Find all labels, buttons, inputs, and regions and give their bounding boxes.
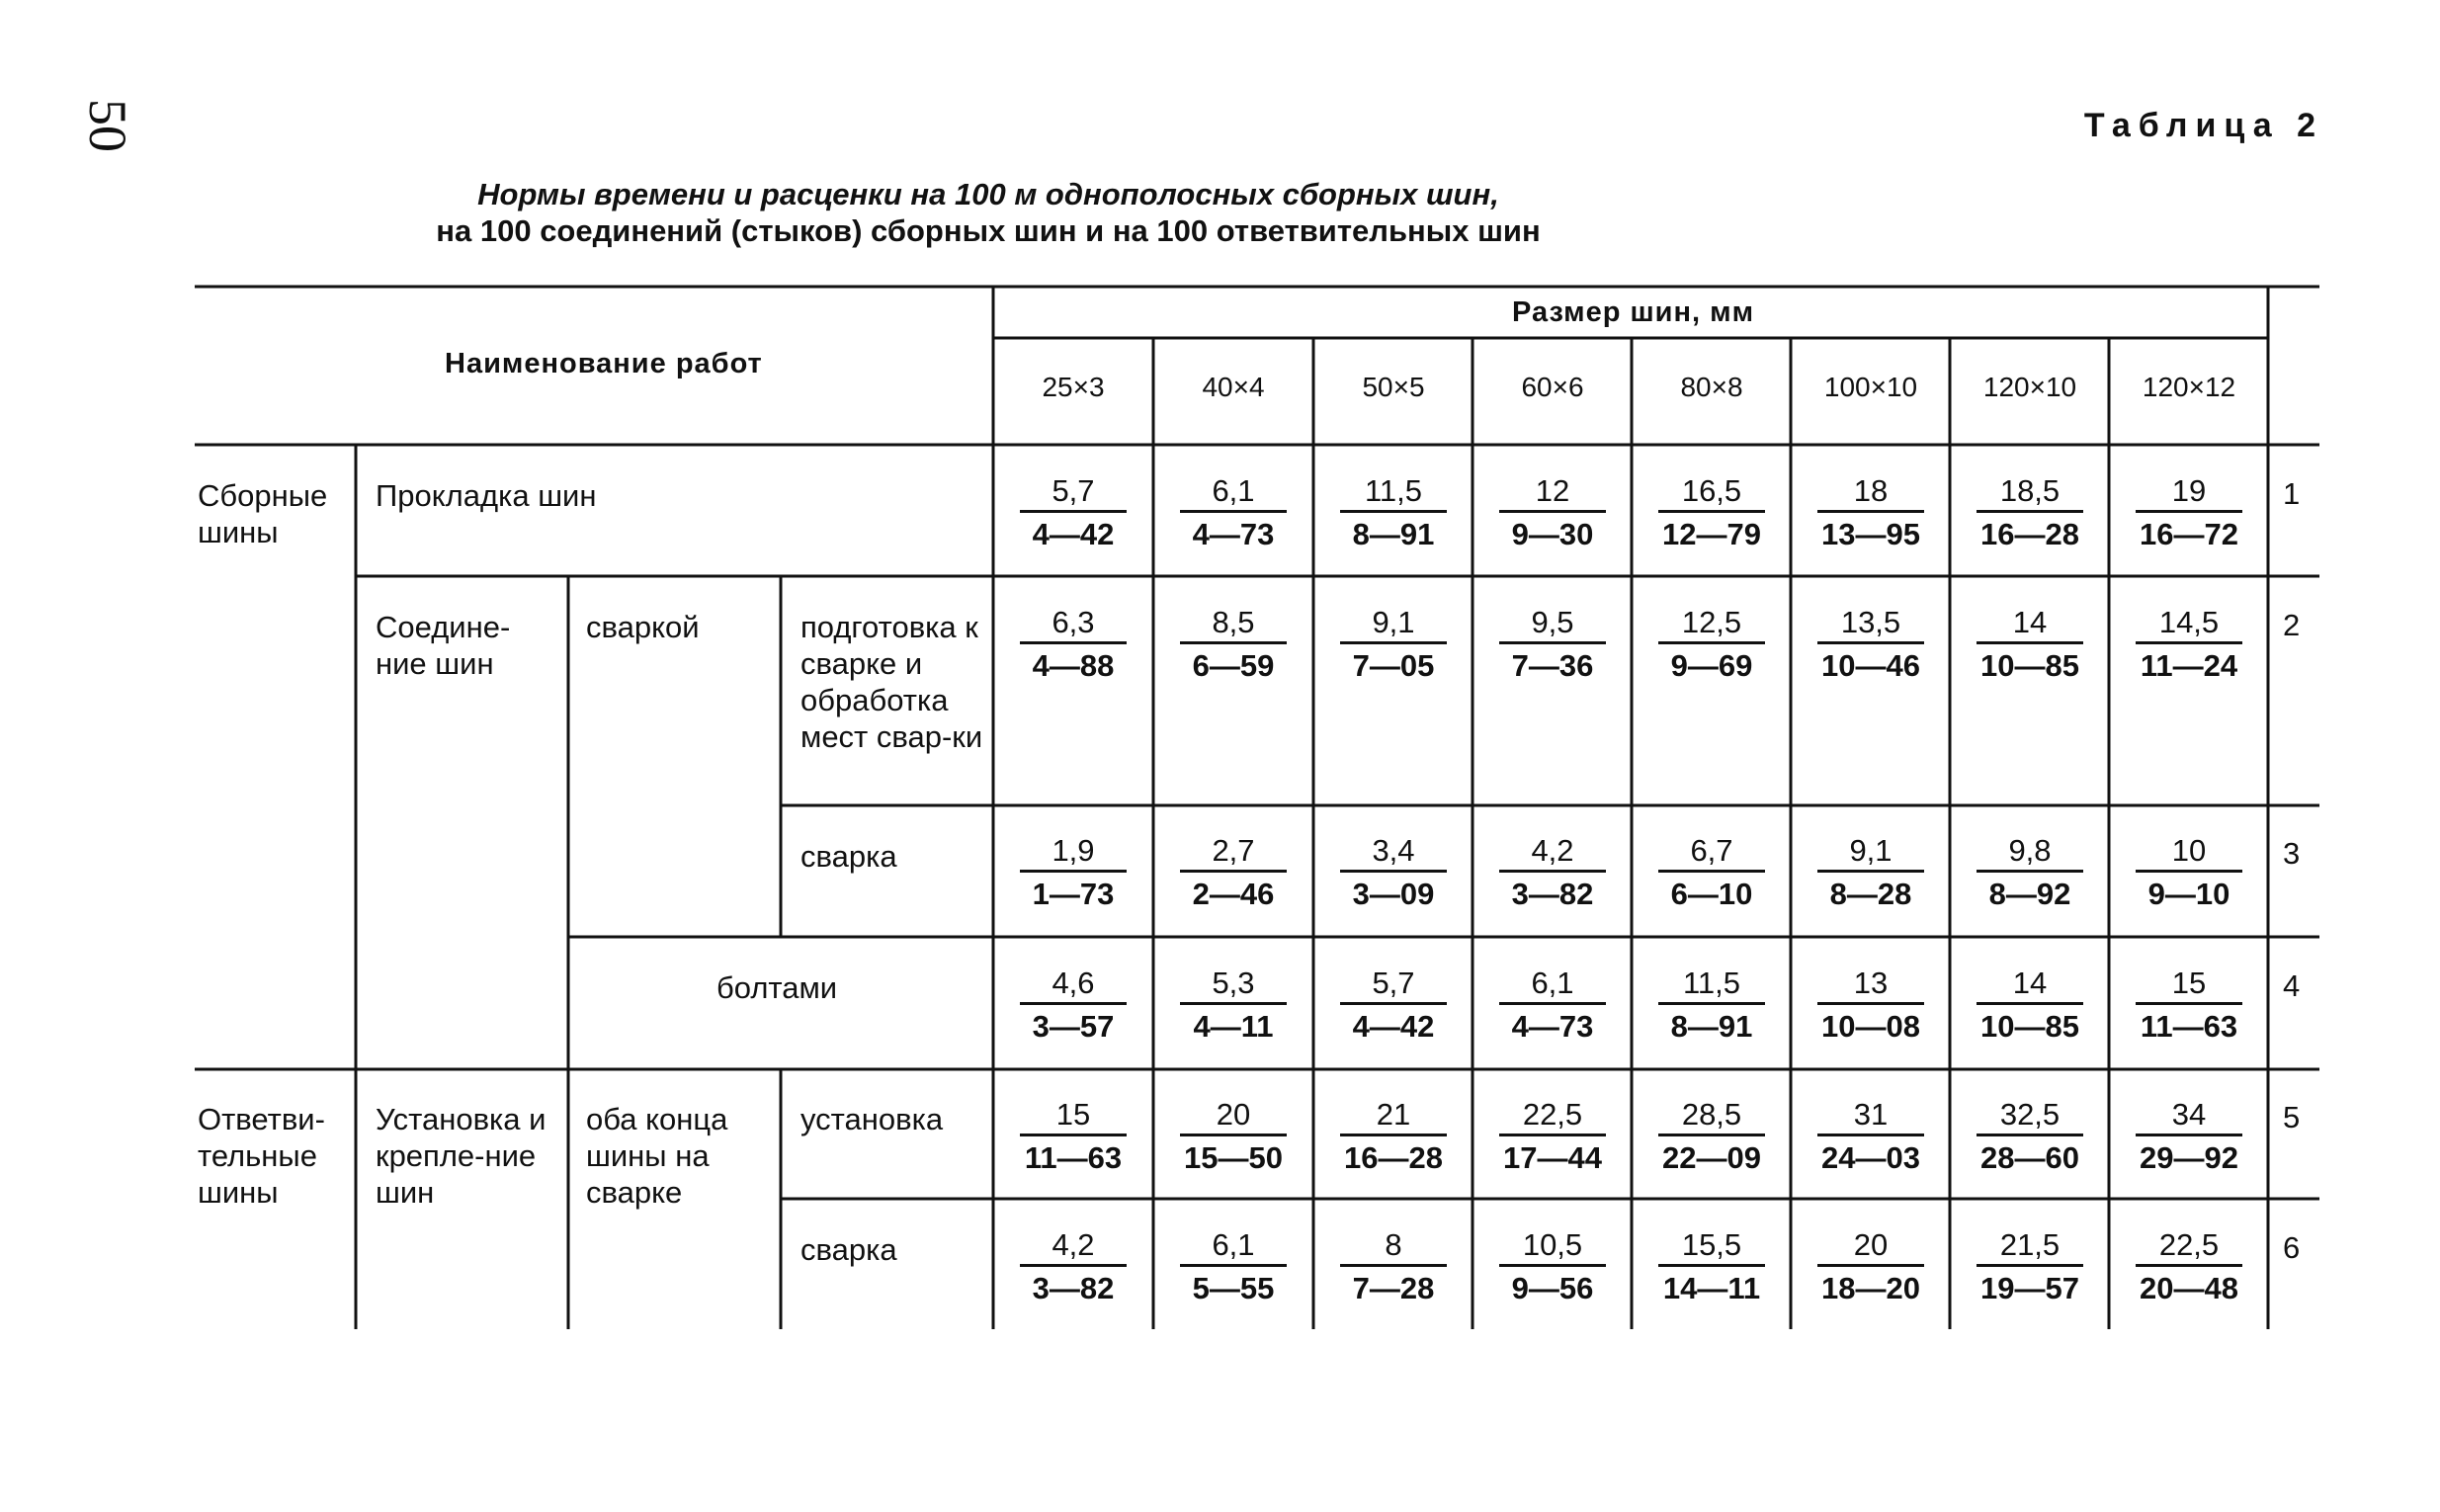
rate: 16—28 <box>1344 1140 1443 1175</box>
time-norm: 3,4 <box>1340 832 1447 873</box>
rate: 10—08 <box>1821 1009 1920 1044</box>
time-norm: 15 <box>1020 1096 1127 1136</box>
time-norm: 15,5 <box>1658 1226 1765 1267</box>
time-norm: 20 <box>1817 1226 1924 1267</box>
rate: 9—10 <box>2147 877 2230 911</box>
table-cell <box>1154 604 1312 688</box>
time-norm: 6,1 <box>1180 472 1287 513</box>
table-cell <box>1473 1226 1632 1310</box>
table-cell <box>1792 1096 1950 1180</box>
table-cell <box>1792 832 1950 916</box>
rate: 11—63 <box>1024 1140 1123 1175</box>
rate: 3—82 <box>1032 1271 1115 1305</box>
size-header: 25×3 <box>1042 372 1105 402</box>
table-cell <box>1473 832 1632 916</box>
rate: 7—28 <box>1352 1271 1435 1305</box>
rate: 6—59 <box>1192 648 1275 683</box>
table-cell <box>2110 472 2268 556</box>
rate: 12—79 <box>1662 517 1761 551</box>
rate: 3—57 <box>1032 1009 1115 1044</box>
rate: 11—24 <box>2140 648 2238 683</box>
time-norm: 22,5 <box>2136 1226 2242 1267</box>
rate: 19—57 <box>1980 1271 2079 1305</box>
welding2-label: сварка <box>800 1232 897 1267</box>
laying-label: Прокладка шин <box>376 478 597 513</box>
rate: 10—46 <box>1821 648 1920 683</box>
row-number: 2 <box>2283 608 2301 642</box>
time-norm: 6,1 <box>1499 965 1606 1005</box>
table-cell <box>1951 965 2109 1049</box>
table-cell <box>1951 832 2109 916</box>
rate: 4—73 <box>1511 1009 1594 1044</box>
page-number: 50 <box>78 99 137 152</box>
table-cell <box>994 604 1152 688</box>
table-cell <box>1951 1096 2109 1180</box>
rate: 4—42 <box>1032 517 1115 551</box>
rate: 13—95 <box>1821 517 1920 551</box>
table-cell <box>1951 1226 2109 1310</box>
table-cell <box>1473 965 1632 1049</box>
rate: 9—56 <box>1511 1271 1594 1305</box>
time-norm: 13,5 <box>1817 604 1924 644</box>
table-cell <box>1633 604 1791 688</box>
table-cell <box>1154 965 1312 1049</box>
time-norm: 5,3 <box>1180 965 1287 1005</box>
time-norm: 4,2 <box>1499 832 1606 873</box>
size-header: 60×6 <box>1521 372 1584 402</box>
time-norm: 8,5 <box>1180 604 1287 644</box>
rate: 10—85 <box>1980 648 2079 683</box>
rate: 16—28 <box>1980 517 2079 551</box>
row-number: 3 <box>2283 836 2301 871</box>
time-norm: 32,5 <box>1977 1096 2083 1136</box>
table-cell <box>1154 472 1312 556</box>
table-cell <box>2110 832 2268 916</box>
time-norm: 6,7 <box>1658 832 1765 873</box>
table-cell <box>1633 832 1791 916</box>
rate: 17—44 <box>1503 1140 1602 1175</box>
rate: 24—03 <box>1821 1140 1920 1175</box>
time-norm: 14,5 <box>2136 604 2242 644</box>
both-ends-label: оба конца шины на сварке <box>586 1102 728 1210</box>
rate: 8—91 <box>1352 517 1435 551</box>
size-header: 100×10 <box>1823 372 1918 402</box>
table-cell <box>1951 604 2109 688</box>
size-caption-header: Размер шин, мм <box>1512 296 1755 328</box>
rate: 8—28 <box>1829 877 1912 911</box>
rate: 16—72 <box>2140 517 2238 551</box>
time-norm: 22,5 <box>1499 1096 1606 1136</box>
time-norm: 34 <box>2136 1096 2242 1136</box>
rate: 5—55 <box>1192 1271 1275 1305</box>
rate: 14—11 <box>1662 1271 1761 1305</box>
time-norm: 13 <box>1817 965 1924 1005</box>
size-header: 50×5 <box>1362 372 1425 402</box>
time-norm: 18,5 <box>1977 472 2083 513</box>
row-number: 5 <box>2283 1100 2301 1134</box>
time-norm: 9,5 <box>1499 604 1606 644</box>
table-cell <box>1154 1096 1312 1180</box>
time-norm: 18 <box>1817 472 1924 513</box>
table-cell <box>1473 1096 1632 1180</box>
table-cell <box>1792 604 1950 688</box>
table-cell <box>1633 1096 1791 1180</box>
table-label: Таблица 2 <box>2083 107 2323 144</box>
size-header: 80×8 <box>1680 372 1743 402</box>
rate: 7—36 <box>1511 648 1594 683</box>
time-norm: 4,2 <box>1020 1226 1127 1267</box>
joining-label: Соедине-ние шин <box>376 610 511 681</box>
table-cell <box>994 832 1152 916</box>
by-welding-label: сваркой <box>586 610 700 644</box>
rate: 1—73 <box>1032 877 1115 911</box>
time-norm: 16,5 <box>1658 472 1765 513</box>
rate: 8—92 <box>1988 877 2071 911</box>
time-norm: 2,7 <box>1180 832 1287 873</box>
row-number: 4 <box>2283 968 2301 1003</box>
table-cell <box>2110 1226 2268 1310</box>
rate: 3—82 <box>1511 877 1594 911</box>
row-number: 6 <box>2283 1230 2301 1265</box>
time-norm: 19 <box>2136 472 2242 513</box>
table-cell <box>1792 965 1950 1049</box>
table-cell <box>1792 472 1950 556</box>
rate: 11—63 <box>2140 1009 2238 1044</box>
prep-label: подготовка к сварке и обработка мест свар-ки <box>800 610 983 754</box>
rate: 4—42 <box>1352 1009 1435 1044</box>
rate: 20—48 <box>2140 1271 2238 1305</box>
time-norm: 21 <box>1340 1096 1447 1136</box>
table-title <box>0 176 1977 249</box>
size-header: 40×4 <box>1202 372 1265 402</box>
time-norm: 6,3 <box>1020 604 1127 644</box>
time-norm: 9,1 <box>1817 832 1924 873</box>
table-cell <box>1792 1226 1950 1310</box>
table-cell <box>1633 965 1791 1049</box>
table-cell <box>994 965 1152 1049</box>
work-name-header: Наименование работ <box>445 348 763 379</box>
table-cell <box>1314 472 1472 556</box>
title-line-1: Нормы времени и расценки на 100 м однополосных сборных шин, <box>477 177 1499 211</box>
size-header: 120×10 <box>1982 372 2077 402</box>
rate: 29—92 <box>2140 1140 2238 1175</box>
rate: 4—11 <box>1193 1009 1274 1044</box>
rate: 2—46 <box>1192 877 1275 911</box>
time-norm: 6,1 <box>1180 1226 1287 1267</box>
group-branch-label: Ответви-тельные шины <box>198 1102 325 1210</box>
title-line-2: на 100 соединений (стыков) сборных шин и на 100 ответвительных шин <box>436 213 1541 248</box>
table-cell <box>994 1226 1152 1310</box>
table-cell <box>1633 472 1791 556</box>
rate: 8—91 <box>1670 1009 1753 1044</box>
table-cell <box>1633 1226 1791 1310</box>
table-cell <box>1154 1226 1312 1310</box>
time-norm: 21,5 <box>1977 1226 2083 1267</box>
installation-label: установка <box>800 1102 944 1136</box>
time-norm: 12,5 <box>1658 604 1765 644</box>
rate: 10—85 <box>1980 1009 2079 1044</box>
rate: 3—09 <box>1352 877 1435 911</box>
rate: 7—05 <box>1352 648 1435 683</box>
time-norm: 14 <box>1977 965 2083 1005</box>
table-cell <box>1951 472 2109 556</box>
table-cell <box>1314 965 1472 1049</box>
time-norm: 11,5 <box>1340 472 1447 513</box>
table-cell <box>1473 472 1632 556</box>
time-norm: 12 <box>1499 472 1606 513</box>
time-norm: 5,7 <box>1020 472 1127 513</box>
table-cell <box>1314 1096 1472 1180</box>
time-norm: 28,5 <box>1658 1096 1765 1136</box>
size-header: 120×12 <box>2142 372 2236 402</box>
rate: 4—73 <box>1192 517 1275 551</box>
mounting-label: Установка и крепле-ние шин <box>376 1102 547 1210</box>
time-norm: 5,7 <box>1340 965 1447 1005</box>
row-number: 1 <box>2283 476 2301 511</box>
time-norm: 8 <box>1340 1226 1447 1267</box>
table-cell <box>2110 604 2268 688</box>
time-norm: 9,8 <box>1977 832 2083 873</box>
table-cell <box>994 472 1152 556</box>
welding-label: сварка <box>800 839 897 874</box>
rate: 22—09 <box>1662 1140 1761 1175</box>
table-cell <box>1314 604 1472 688</box>
time-norm: 10 <box>2136 832 2242 873</box>
time-norm: 4,6 <box>1020 965 1127 1005</box>
time-norm: 11,5 <box>1658 965 1765 1005</box>
table-cell <box>2110 965 2268 1049</box>
rate: 6—10 <box>1670 877 1753 911</box>
rate: 15—50 <box>1184 1140 1283 1175</box>
table-cell <box>1154 832 1312 916</box>
time-norm: 1,9 <box>1020 832 1127 873</box>
rate: 9—30 <box>1511 517 1594 551</box>
table-cell <box>1473 604 1632 688</box>
rate: 9—69 <box>1670 648 1753 683</box>
group-assembly-label: Сборные шины <box>198 478 328 549</box>
table-cell <box>994 1096 1152 1180</box>
time-norm: 10,5 <box>1499 1226 1606 1267</box>
rate: 28—60 <box>1980 1140 2079 1175</box>
time-norm: 31 <box>1817 1096 1924 1136</box>
table-cell <box>1314 1226 1472 1310</box>
time-norm: 15 <box>2136 965 2242 1005</box>
time-norm: 9,1 <box>1340 604 1447 644</box>
by-bolts-label: болтами <box>716 970 838 1005</box>
time-norm: 14 <box>1977 604 2083 644</box>
rate: 4—88 <box>1032 648 1115 683</box>
table-cell <box>1314 832 1472 916</box>
table-cell <box>2110 1096 2268 1180</box>
time-norm: 20 <box>1180 1096 1287 1136</box>
rate: 18—20 <box>1821 1271 1920 1305</box>
